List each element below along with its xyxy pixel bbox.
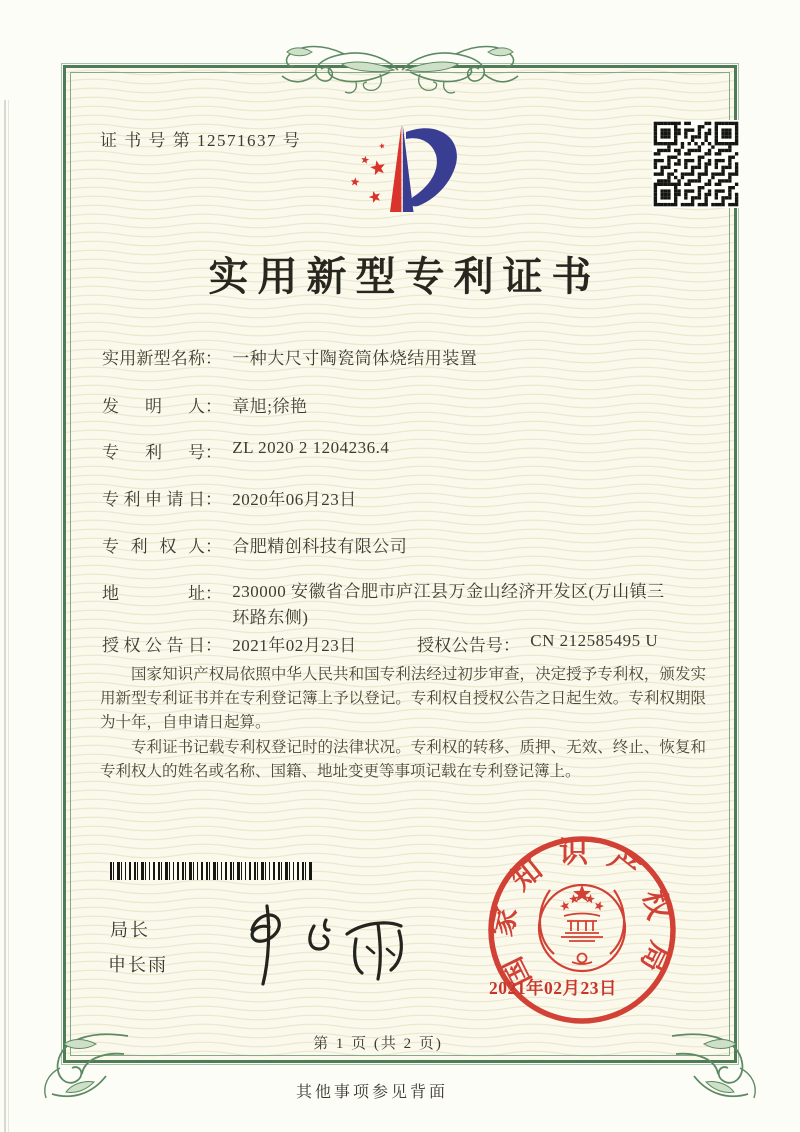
qr-code — [652, 120, 740, 208]
field-pair-announcement-no: 授权公告号： CN 212585495 U — [417, 631, 659, 655]
field-value: CN 212585495 U — [530, 631, 659, 650]
field-value: 2021年02月23日 — [232, 636, 357, 655]
field-label: 专利申请日 — [102, 490, 205, 509]
field-label: 发明人 — [102, 397, 205, 416]
field-row-patentee: 专利权人： 合肥精创科技有限公司 — [102, 532, 407, 557]
top-flourish-ornament — [278, 32, 522, 102]
cnipa-logo-icon — [346, 122, 468, 216]
field-label: 授权公告日 — [102, 636, 205, 655]
certificate-title: 实用新型专利证书 — [208, 254, 601, 299]
field-row-filing-date: 专利申请日： 2020年06月23日 — [102, 485, 357, 510]
field-label: 实用新型名称 — [102, 349, 205, 368]
signer-title: 局长 — [110, 920, 150, 940]
national-emblem-icon — [539, 885, 625, 971]
seal-date: 2021年02月23日 — [489, 978, 617, 998]
director-handwritten-signature-icon — [228, 898, 428, 990]
certificate-number: 证 书 号 第 12571637 号 — [100, 131, 302, 150]
field-value: 2020年06月23日 — [232, 490, 357, 509]
field-label: 专利权人 — [102, 537, 205, 556]
back-side-note: 其他事项参见背面 — [295, 1084, 448, 1101]
field-value: 230000 安徽省合肥市庐江县万金山经济开发区(万山镇三环路东侧) — [232, 582, 665, 627]
signer-name: 申长雨 — [108, 955, 168, 975]
legal-text-block — [100, 663, 706, 784]
logo-p-curve — [406, 128, 457, 206]
field-value: ZL 2020 2 1204236.4 — [232, 438, 390, 457]
field-row-patent-no: 专利号： ZL 2020 2 1204236.4 — [102, 438, 390, 462]
logo-triangle-red — [390, 125, 401, 212]
legal-paragraph-1: 国家知识产权局依照中华人民共和国专利法经过初步审查，决定授予专利权，颁发实用新型专利证书并在专利登记簿上予以登记。专利权自授权公告之日起生效。专利权期限为十年，自申请日起算。 — [100, 666, 706, 732]
barcode — [110, 862, 312, 880]
field-value: 合肥精创科技有限公司 — [232, 537, 408, 556]
page-number: 第 1 页 (共 2 页) — [313, 1036, 443, 1052]
field-label: 地址 — [102, 584, 205, 603]
legal-paragraph-2: 专利证书记载专利权登记时的法律状况。专利权的转移、质押、无效、终止、恢复和专利权人的姓名或名称、国籍、地址变更等事项记载在专利登记簿上。 — [100, 738, 706, 780]
field-row-inventor: 发明人： 章旭;徐艳 — [102, 392, 307, 417]
field-value: 一种大尺寸陶瓷筒体烧结用装置 — [232, 349, 478, 368]
field-label: 专利号 — [102, 443, 205, 462]
seal-ring-text: 国家知识产权局 — [486, 837, 678, 993]
field-label: 授权公告号 — [417, 636, 503, 655]
field-row-address: 地址： 230000 安徽省合肥市庐江县万金山经济开发区(万山镇三环路东侧) — [102, 579, 676, 631]
field-row-grant: 授权公告日： 2021年02月23日 授权公告号： CN 212585495 U — [102, 631, 659, 655]
field-value: 章旭;徐艳 — [232, 397, 308, 416]
field-row-name: 实用新型名称： 一种大尺寸陶瓷筒体烧结用装置 — [102, 344, 477, 369]
